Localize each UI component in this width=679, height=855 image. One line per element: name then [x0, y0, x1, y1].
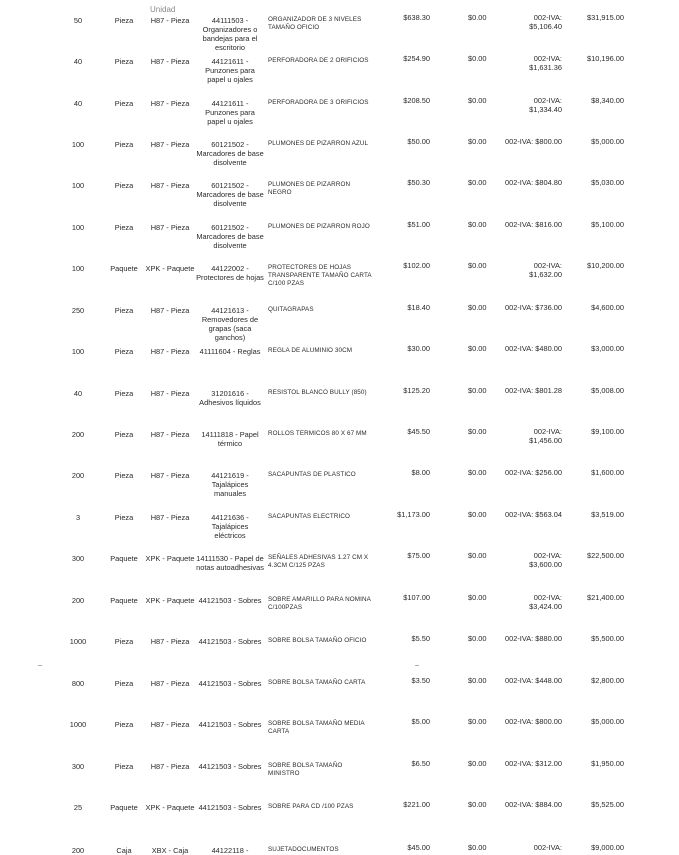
sat-unit-cell: H87 - Pieza — [150, 181, 190, 190]
unit-price-cell: $125.20 — [403, 386, 430, 395]
unit-price-cell: $5.00 — [411, 717, 430, 726]
quantity-cell: 200 — [71, 846, 85, 855]
unit-price-cell: $102.00 — [403, 261, 430, 270]
quantity-cell: 40 — [73, 57, 83, 66]
product-code-cell: 44121611 - Punzones para papel u ojales — [205, 57, 255, 84]
amount-cell: $4,600.00 — [591, 303, 624, 312]
unit-cell: Pieza — [114, 679, 134, 688]
unit-cell: Pieza — [114, 637, 134, 646]
product-code-cell: 14111530 - Papel de notas autoadhesivas — [196, 554, 264, 572]
discount-cell: $0.00 — [468, 220, 487, 229]
sat-unit-cell: H87 - Pieza — [150, 513, 190, 522]
unit-cell: Pieza — [114, 140, 134, 149]
description-cell: QUITAGRAPAS — [268, 306, 314, 313]
product-code-cell: 60121502 - Marcadores de base disolvente — [196, 223, 264, 250]
quantity-cell: 200 — [71, 596, 85, 605]
unit-cell: Pieza — [114, 762, 134, 771]
description-cell: SOBRE BOLSA TAMAÑO MEDIA CARTA — [268, 720, 365, 735]
unit-price-cell: $107.00 — [403, 593, 430, 602]
discount-cell: $0.00 — [468, 344, 487, 353]
quantity-cell: 100 — [71, 140, 85, 149]
amount-cell: $1,600.00 — [591, 468, 624, 477]
discount-cell: $0.00 — [468, 468, 487, 477]
unit-cell: Pieza — [114, 389, 134, 398]
quantity-cell: 3 — [75, 513, 81, 522]
product-code-cell: 44121503 - Sobres — [198, 596, 262, 605]
product-code-cell: 44122002 - Protectores de hojas — [196, 264, 264, 282]
tax-cell: 002-IVA: $736.00 — [505, 303, 562, 312]
quantity-cell: 1000 — [69, 720, 87, 729]
unit-price-cell: $638.30 — [403, 13, 430, 22]
discount-cell: $0.00 — [468, 717, 487, 726]
sat-unit-cell: H87 - Pieza — [150, 679, 190, 688]
quantity-cell: 40 — [73, 99, 83, 108]
product-code-cell: 44121503 - Sobres — [198, 803, 262, 812]
amount-cell: $5,000.00 — [591, 717, 624, 726]
product-code-cell: 44121503 - Sobres — [198, 679, 262, 688]
discount-cell: $0.00 — [468, 593, 487, 602]
unit-cell: Pieza — [114, 57, 134, 66]
product-code-cell: 44121503 - Sobres — [198, 762, 262, 771]
sat-unit-cell: H87 - Pieza — [150, 140, 190, 149]
unit-cell: Paquete — [110, 554, 138, 563]
discount-cell: $0.00 — [468, 178, 487, 187]
unit-price-cell: $30.00 — [407, 344, 430, 353]
unit-price-cell: $221.00 — [403, 800, 430, 809]
tax-cell: 002-IVA: $5,106.40 — [529, 13, 562, 31]
unit-price-cell: $3.50 — [411, 676, 430, 685]
tax-cell: 002-IVA: $1,456.00 — [529, 427, 562, 445]
discount-cell: $0.00 — [468, 800, 487, 809]
tax-cell: 002-IVA: $1,631.36 — [529, 54, 562, 72]
tax-cell: 002-IVA: $3,600.00 — [529, 551, 562, 569]
amount-cell: $5,100.00 — [591, 220, 624, 229]
unit-cell: Pieza — [114, 471, 134, 480]
description-cell: PLUMONES DE PIZARRON NEGRO — [268, 181, 351, 196]
tax-cell: 002-IVA: $880.00 — [505, 634, 562, 643]
unit-price-cell: $208.50 — [403, 96, 430, 105]
description-cell: PROTECTORES DE HOJAS TRANSPARENTE TAMAÑO CARTA C/100 PZAS — [268, 264, 372, 287]
description-cell: SACAPUNTAS DE PLASTICO — [268, 471, 356, 478]
description-cell: SOBRE PARA CD /100 PZAS — [268, 803, 354, 810]
quantity-cell: 300 — [71, 554, 85, 563]
description-cell: SACAPUNTAS ELECTRICO — [268, 513, 351, 520]
sat-unit-cell: XBX - Caja — [151, 846, 189, 855]
sat-unit-cell: XPK - Paquete — [145, 554, 195, 563]
product-code-cell: 44111503 - Organizadores o bandejas para el escritorio — [202, 16, 258, 52]
tax-cell: 002-IVA: $312.00 — [505, 759, 562, 768]
unit-price-cell: $6.50 — [411, 759, 430, 768]
tax-cell: 002-IVA: $256.00 — [505, 468, 562, 477]
amount-cell: $2,800.00 — [591, 676, 624, 685]
product-code-cell: 44121636 - Tajalápices eléctricos — [211, 513, 249, 540]
description-cell: SOBRE AMARILLO PARA NOMINA C/100PZAS — [268, 596, 371, 611]
discount-cell: $0.00 — [468, 551, 487, 560]
description-cell: RESISTOL BLANCO BULLY (850) — [268, 389, 367, 396]
quantity-cell: 1000 — [69, 637, 87, 646]
sat-unit-cell: XPK - Paquete — [145, 264, 195, 273]
tax-cell: 002-IVA: $3,424.00 — [529, 593, 562, 611]
sat-unit-cell: XPK - Paquete — [145, 803, 195, 812]
amount-cell: $9,000.00 — [591, 843, 624, 852]
sat-unit-cell: H87 - Pieza — [150, 471, 190, 480]
discount-cell: $0.00 — [468, 96, 487, 105]
quantity-cell: 100 — [71, 181, 85, 190]
amount-cell: $5,030.00 — [591, 178, 624, 187]
tax-cell: 002-IVA: $801.28 — [505, 386, 562, 395]
tax-cell: 002-IVA: — [533, 843, 562, 852]
sat-unit-cell: H87 - Pieza — [150, 637, 190, 646]
unit-price-cell: $50.30 — [407, 178, 430, 187]
quantity-cell: 50 — [73, 16, 83, 25]
quantity-cell: 100 — [71, 347, 85, 356]
description-cell: PERFORADORA DE 3 ORIFICIOS — [268, 99, 369, 106]
unit-cell: Paquete — [110, 596, 138, 605]
amount-cell: $3,519.00 — [591, 510, 624, 519]
unit-cell: Pieza — [114, 347, 134, 356]
amount-cell: $5,500.00 — [591, 634, 624, 643]
amount-cell: $21,400.00 — [587, 593, 624, 602]
amount-cell: $10,196.00 — [587, 54, 624, 63]
unit-price-cell: $1,173.00 — [397, 510, 430, 519]
unit-price-cell: $45.00 — [407, 843, 430, 852]
sat-unit-cell: H87 - Pieza — [150, 389, 190, 398]
unit-price-cell: $5.50 — [411, 634, 430, 643]
quantity-cell: 200 — [71, 471, 85, 480]
discount-cell: $0.00 — [468, 13, 487, 22]
description-cell: SOBRE BOLSA TAMAÑO MINISTRO — [268, 762, 343, 777]
scan-mark — [415, 665, 419, 666]
tax-cell: 002-IVA: $804.80 — [505, 178, 562, 187]
unit-price-cell: $45.50 — [407, 427, 430, 436]
discount-cell: $0.00 — [468, 303, 487, 312]
unit-cell: Pieza — [114, 720, 134, 729]
quantity-cell: 200 — [71, 430, 85, 439]
unit-cell: Caja — [116, 846, 132, 855]
amount-cell: $5,000.00 — [591, 137, 624, 146]
discount-cell: $0.00 — [468, 386, 487, 395]
description-cell: SUJETADOCUMENTOS — [268, 846, 339, 853]
discount-cell: $0.00 — [468, 510, 487, 519]
product-code-cell: 60121502 - Marcadores de base disolvente — [196, 181, 264, 208]
description-cell: PLUMONES DE PIZARRON AZUL — [268, 140, 369, 147]
amount-cell: $22,500.00 — [587, 551, 624, 560]
product-code-cell: 44121503 - Sobres — [198, 720, 262, 729]
sat-unit-cell: H87 - Pieza — [150, 306, 190, 315]
discount-cell: $0.00 — [468, 759, 487, 768]
unit-cell: Pieza — [114, 181, 134, 190]
sat-unit-cell: H87 - Pieza — [150, 762, 190, 771]
tax-cell: 002-IVA: $480.00 — [505, 344, 562, 353]
tax-cell: 002-IVA: $800.00 — [505, 717, 562, 726]
discount-cell: $0.00 — [468, 54, 487, 63]
quantity-cell: 100 — [71, 223, 85, 232]
tax-cell: 002-IVA: $800.00 — [505, 137, 562, 146]
unit-price-cell: $75.00 — [407, 551, 430, 560]
product-code-cell: 44121613 - Removedores de grapas (saca ganchos) — [201, 306, 259, 342]
unit-cell: Pieza — [114, 16, 134, 25]
sat-unit-cell: H87 - Pieza — [150, 720, 190, 729]
unit-cell: Pieza — [114, 513, 134, 522]
discount-cell: $0.00 — [468, 137, 487, 146]
product-code-cell: 31201616 - Adhesivos líquidos — [199, 389, 261, 407]
description-cell: REGLA DE ALUMINIO 30CM — [268, 347, 353, 354]
quantity-cell: 25 — [73, 803, 83, 812]
description-cell: SOBRE BOLSA TAMAÑO CARTA — [268, 679, 366, 686]
sat-unit-cell: H87 - Pieza — [150, 347, 190, 356]
tax-cell: 002-IVA: $448.00 — [505, 676, 562, 685]
sat-unit-cell: XPK - Paquete — [145, 596, 195, 605]
product-code-cell: 44122118 - — [211, 846, 249, 855]
quantity-cell: 100 — [71, 264, 85, 273]
sat-unit-cell: H87 - Pieza — [150, 99, 190, 108]
sat-unit-cell: H87 - Pieza — [150, 430, 190, 439]
unit-cell: Paquete — [110, 803, 138, 812]
discount-cell: $0.00 — [468, 843, 487, 852]
quantity-cell: 250 — [71, 306, 85, 315]
tax-cell: 002-IVA: $563.04 — [505, 510, 562, 519]
unit-cell: Pieza — [114, 223, 134, 232]
quantity-cell: 300 — [71, 762, 85, 771]
discount-cell: $0.00 — [468, 676, 487, 685]
amount-cell: $9,100.00 — [591, 427, 624, 436]
description-cell: PERFORADORA DE 2 ORIFICIOS — [268, 57, 369, 64]
amount-cell: $3,000.00 — [591, 344, 624, 353]
amount-cell: $1,950.00 — [591, 759, 624, 768]
tax-cell: 002-IVA: $816.00 — [505, 220, 562, 229]
scan-mark — [38, 665, 42, 666]
unit-price-cell: $50.00 — [407, 137, 430, 146]
product-code-cell: 44121611 - Punzones para papel u ojales — [205, 99, 255, 126]
unit-price-cell: $51.00 — [407, 220, 430, 229]
description-cell: SEÑALES ADHESIVAS 1.27 CM X 4.3CM C/125 PZAS — [268, 554, 369, 569]
unit-cell: Pieza — [114, 306, 134, 315]
unit-price-cell: $8.00 — [411, 468, 430, 477]
sat-unit-cell: H87 - Pieza — [150, 16, 190, 25]
quantity-cell: 40 — [73, 389, 83, 398]
tax-cell: 002-IVA: $1,334.40 — [529, 96, 562, 114]
description-cell: ROLLOS TERMICOS 80 X 67 MM — [268, 430, 367, 437]
amount-cell: $31,915.00 — [587, 13, 624, 22]
unit-cell: Pieza — [114, 430, 134, 439]
quantity-cell: 800 — [71, 679, 85, 688]
amount-cell: $8,340.00 — [591, 96, 624, 105]
amount-cell: $5,525.00 — [591, 800, 624, 809]
tax-cell: 002-IVA: $1,632.00 — [529, 261, 562, 279]
product-code-cell: 44121503 - Sobres — [198, 637, 262, 646]
column-header-unit: Unidad — [150, 5, 176, 14]
description-cell: PLUMONES DE PIZARRON ROJO — [268, 223, 370, 230]
unit-price-cell: $18.40 — [407, 303, 430, 312]
description-cell: ORGANIZADOR DE 3 NIVELES TAMAÑO OFICIO — [268, 16, 362, 31]
product-code-cell: 60121502 - Marcadores de base disolvente — [196, 140, 264, 167]
discount-cell: $0.00 — [468, 634, 487, 643]
sat-unit-cell: H87 - Pieza — [150, 223, 190, 232]
discount-cell: $0.00 — [468, 427, 487, 436]
sat-unit-cell: H87 - Pieza — [150, 57, 190, 66]
discount-cell: $0.00 — [468, 261, 487, 270]
amount-cell: $10,200.00 — [587, 261, 624, 270]
product-code-cell: 14111818 - Papel térmico — [201, 430, 259, 448]
amount-cell: $5,008.00 — [591, 386, 624, 395]
unit-price-cell: $254.90 — [403, 54, 430, 63]
tax-cell: 002-IVA: $884.00 — [505, 800, 562, 809]
product-code-cell: 44121619 - Tajalápices manuales — [211, 471, 249, 498]
unit-cell: Pieza — [114, 99, 134, 108]
unit-cell: Paquete — [110, 264, 138, 273]
description-cell: SOBRE BOLSA TAMAÑO OFICIO — [268, 637, 367, 644]
product-code-cell: 41111604 - Reglas — [199, 347, 261, 356]
